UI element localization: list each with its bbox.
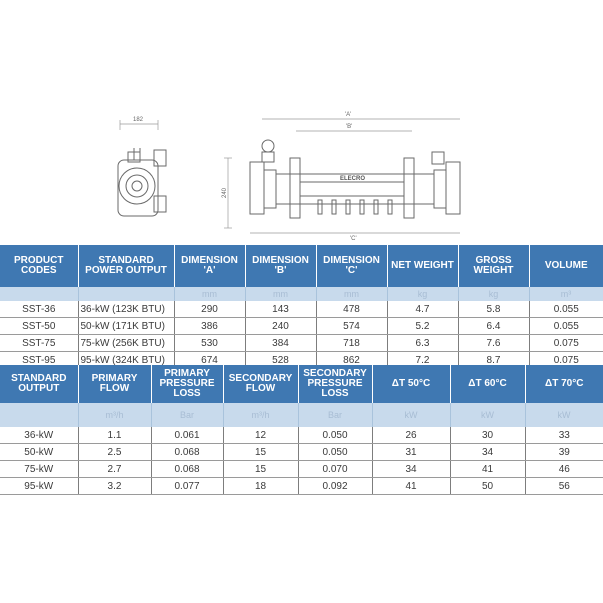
table-row (0, 461, 603, 478)
unit-cell: kW (525, 403, 603, 427)
cell-power: 75-kW (256K BTU) (78, 335, 174, 352)
cell: 4.7 (387, 301, 458, 318)
cell: 5.8 (458, 301, 529, 318)
unit-cell (0, 403, 78, 427)
units-row (0, 403, 603, 427)
header-dt-50: ΔT 50°C (372, 365, 450, 403)
cell: 143 (245, 301, 316, 318)
header-secondary-pressure-loss: SECONDARY PRESSURE LOSS (298, 365, 372, 403)
header-standard-output: STANDARD OUTPUT (0, 365, 78, 403)
table-header-row (0, 245, 603, 287)
unit-cell: m³ (529, 287, 603, 301)
unit-cell: mm (245, 287, 316, 301)
table-row (0, 301, 603, 318)
unit-cell (0, 287, 78, 301)
cell-product-code: SST-95 (0, 352, 78, 369)
brand-label: ELECRO (340, 176, 366, 182)
specs-table-performance (0, 365, 603, 495)
cell-power: 95-kW (324K BTU) (78, 352, 174, 369)
cell-power: 36-kW (123K BTU) (78, 301, 174, 318)
cell: 0.050 (298, 427, 372, 444)
cell: 862 (316, 352, 387, 369)
cell: 0.070 (298, 461, 372, 478)
unit-cell: kW (372, 403, 450, 427)
cell: 0.055 (529, 318, 603, 335)
cell-product-code: SST-75 (0, 335, 78, 352)
cell: 384 (245, 335, 316, 352)
cell: 5.2 (387, 318, 458, 335)
dim-c-label: 'C' (350, 236, 357, 242)
cell: 26 (372, 427, 450, 444)
cell: 0.077 (151, 478, 223, 495)
header-dimension-b: DIMENSION 'B' (245, 245, 316, 287)
unit-cell: Bar (298, 403, 372, 427)
header-primary-flow: PRIMARY FLOW (78, 365, 151, 403)
cell: 15 (223, 461, 298, 478)
table-row (0, 478, 603, 495)
cell: 15 (223, 444, 298, 461)
cell: 386 (174, 318, 245, 335)
cell: 0.075 (529, 352, 603, 369)
cell: 33 (525, 427, 603, 444)
cell: 0.050 (298, 444, 372, 461)
cell: 6.3 (387, 335, 458, 352)
header-dt-70: ΔT 70°C (525, 365, 603, 403)
cell: 30 (450, 427, 525, 444)
cell: 240 (245, 318, 316, 335)
table-header-row (0, 365, 603, 403)
header-net-weight: NET WEIGHT (387, 245, 458, 287)
cell: 46 (525, 461, 603, 478)
cell: 7.6 (458, 335, 529, 352)
cell: 530 (174, 335, 245, 352)
unit-cell: Bar (151, 403, 223, 427)
cell-power: 50-kW (171K BTU) (78, 318, 174, 335)
cell: 1.1 (78, 427, 151, 444)
cell: 8.7 (458, 352, 529, 369)
header-gross-weight: GROSS WEIGHT (458, 245, 529, 287)
front-view (222, 112, 460, 242)
table-row (0, 427, 603, 444)
unit-cell: kW (450, 403, 525, 427)
header-volume: VOLUME (529, 245, 603, 287)
units-row (0, 287, 603, 301)
cell: 478 (316, 301, 387, 318)
unit-cell: kg (387, 287, 458, 301)
cell-product-code: SST-36 (0, 301, 78, 318)
cell: 34 (450, 444, 525, 461)
cell: 3.2 (78, 478, 151, 495)
unit-cell: m³/h (223, 403, 298, 427)
cell: 18 (223, 478, 298, 495)
cell: 39 (525, 444, 603, 461)
cell: 34 (372, 461, 450, 478)
cell: 674 (174, 352, 245, 369)
cell: 574 (316, 318, 387, 335)
cell: 50 (450, 478, 525, 495)
specs-table-dimensions (0, 245, 603, 369)
header-dimension-c: DIMENSION 'C' (316, 245, 387, 287)
cell: 718 (316, 335, 387, 352)
cell: 41 (450, 461, 525, 478)
cell: 0.055 (529, 301, 603, 318)
dim-a-label: 'A' (345, 112, 352, 118)
unit-cell: mm (316, 287, 387, 301)
cell: 31 (372, 444, 450, 461)
cell: 6.4 (458, 318, 529, 335)
cell: 56 (525, 478, 603, 495)
cell-output: 95-kW (0, 478, 78, 495)
side-view (118, 117, 166, 216)
dim-height: 240 (222, 187, 228, 198)
cell: 41 (372, 478, 450, 495)
header-product-codes: PRODUCT CODES (0, 245, 78, 287)
cell: 7.2 (387, 352, 458, 369)
cell-output: 36-kW (0, 427, 78, 444)
header-dt-60: ΔT 60°C (450, 365, 525, 403)
cell: 528 (245, 352, 316, 369)
cell: 0.061 (151, 427, 223, 444)
cell: 0.068 (151, 444, 223, 461)
header-primary-pressure-loss: PRIMARY PRESSURE LOSS (151, 365, 223, 403)
cell-output: 75-kW (0, 461, 78, 478)
cell: 290 (174, 301, 245, 318)
dim-b-label: 'B' (346, 124, 353, 130)
cell-output: 50-kW (0, 444, 78, 461)
table-row (0, 335, 603, 352)
unit-cell: mm (174, 287, 245, 301)
technical-drawing (0, 0, 603, 245)
unit-cell: kg (458, 287, 529, 301)
cell: 0.092 (298, 478, 372, 495)
cell: 0.075 (529, 335, 603, 352)
cell: 2.7 (78, 461, 151, 478)
unit-cell: m³/h (78, 403, 151, 427)
header-secondary-flow: SECONDARY FLOW (223, 365, 298, 403)
cell: 12 (223, 427, 298, 444)
cell: 2.5 (78, 444, 151, 461)
cell: 0.068 (151, 461, 223, 478)
dim-side-width: 182 (133, 117, 144, 123)
cell-product-code: SST-50 (0, 318, 78, 335)
table-row (0, 444, 603, 461)
header-standard-power-output: STANDARD POWER OUTPUT (78, 245, 174, 287)
unit-cell (78, 287, 174, 301)
header-dimension-a: DIMENSION 'A' (174, 245, 245, 287)
table-row (0, 318, 603, 335)
